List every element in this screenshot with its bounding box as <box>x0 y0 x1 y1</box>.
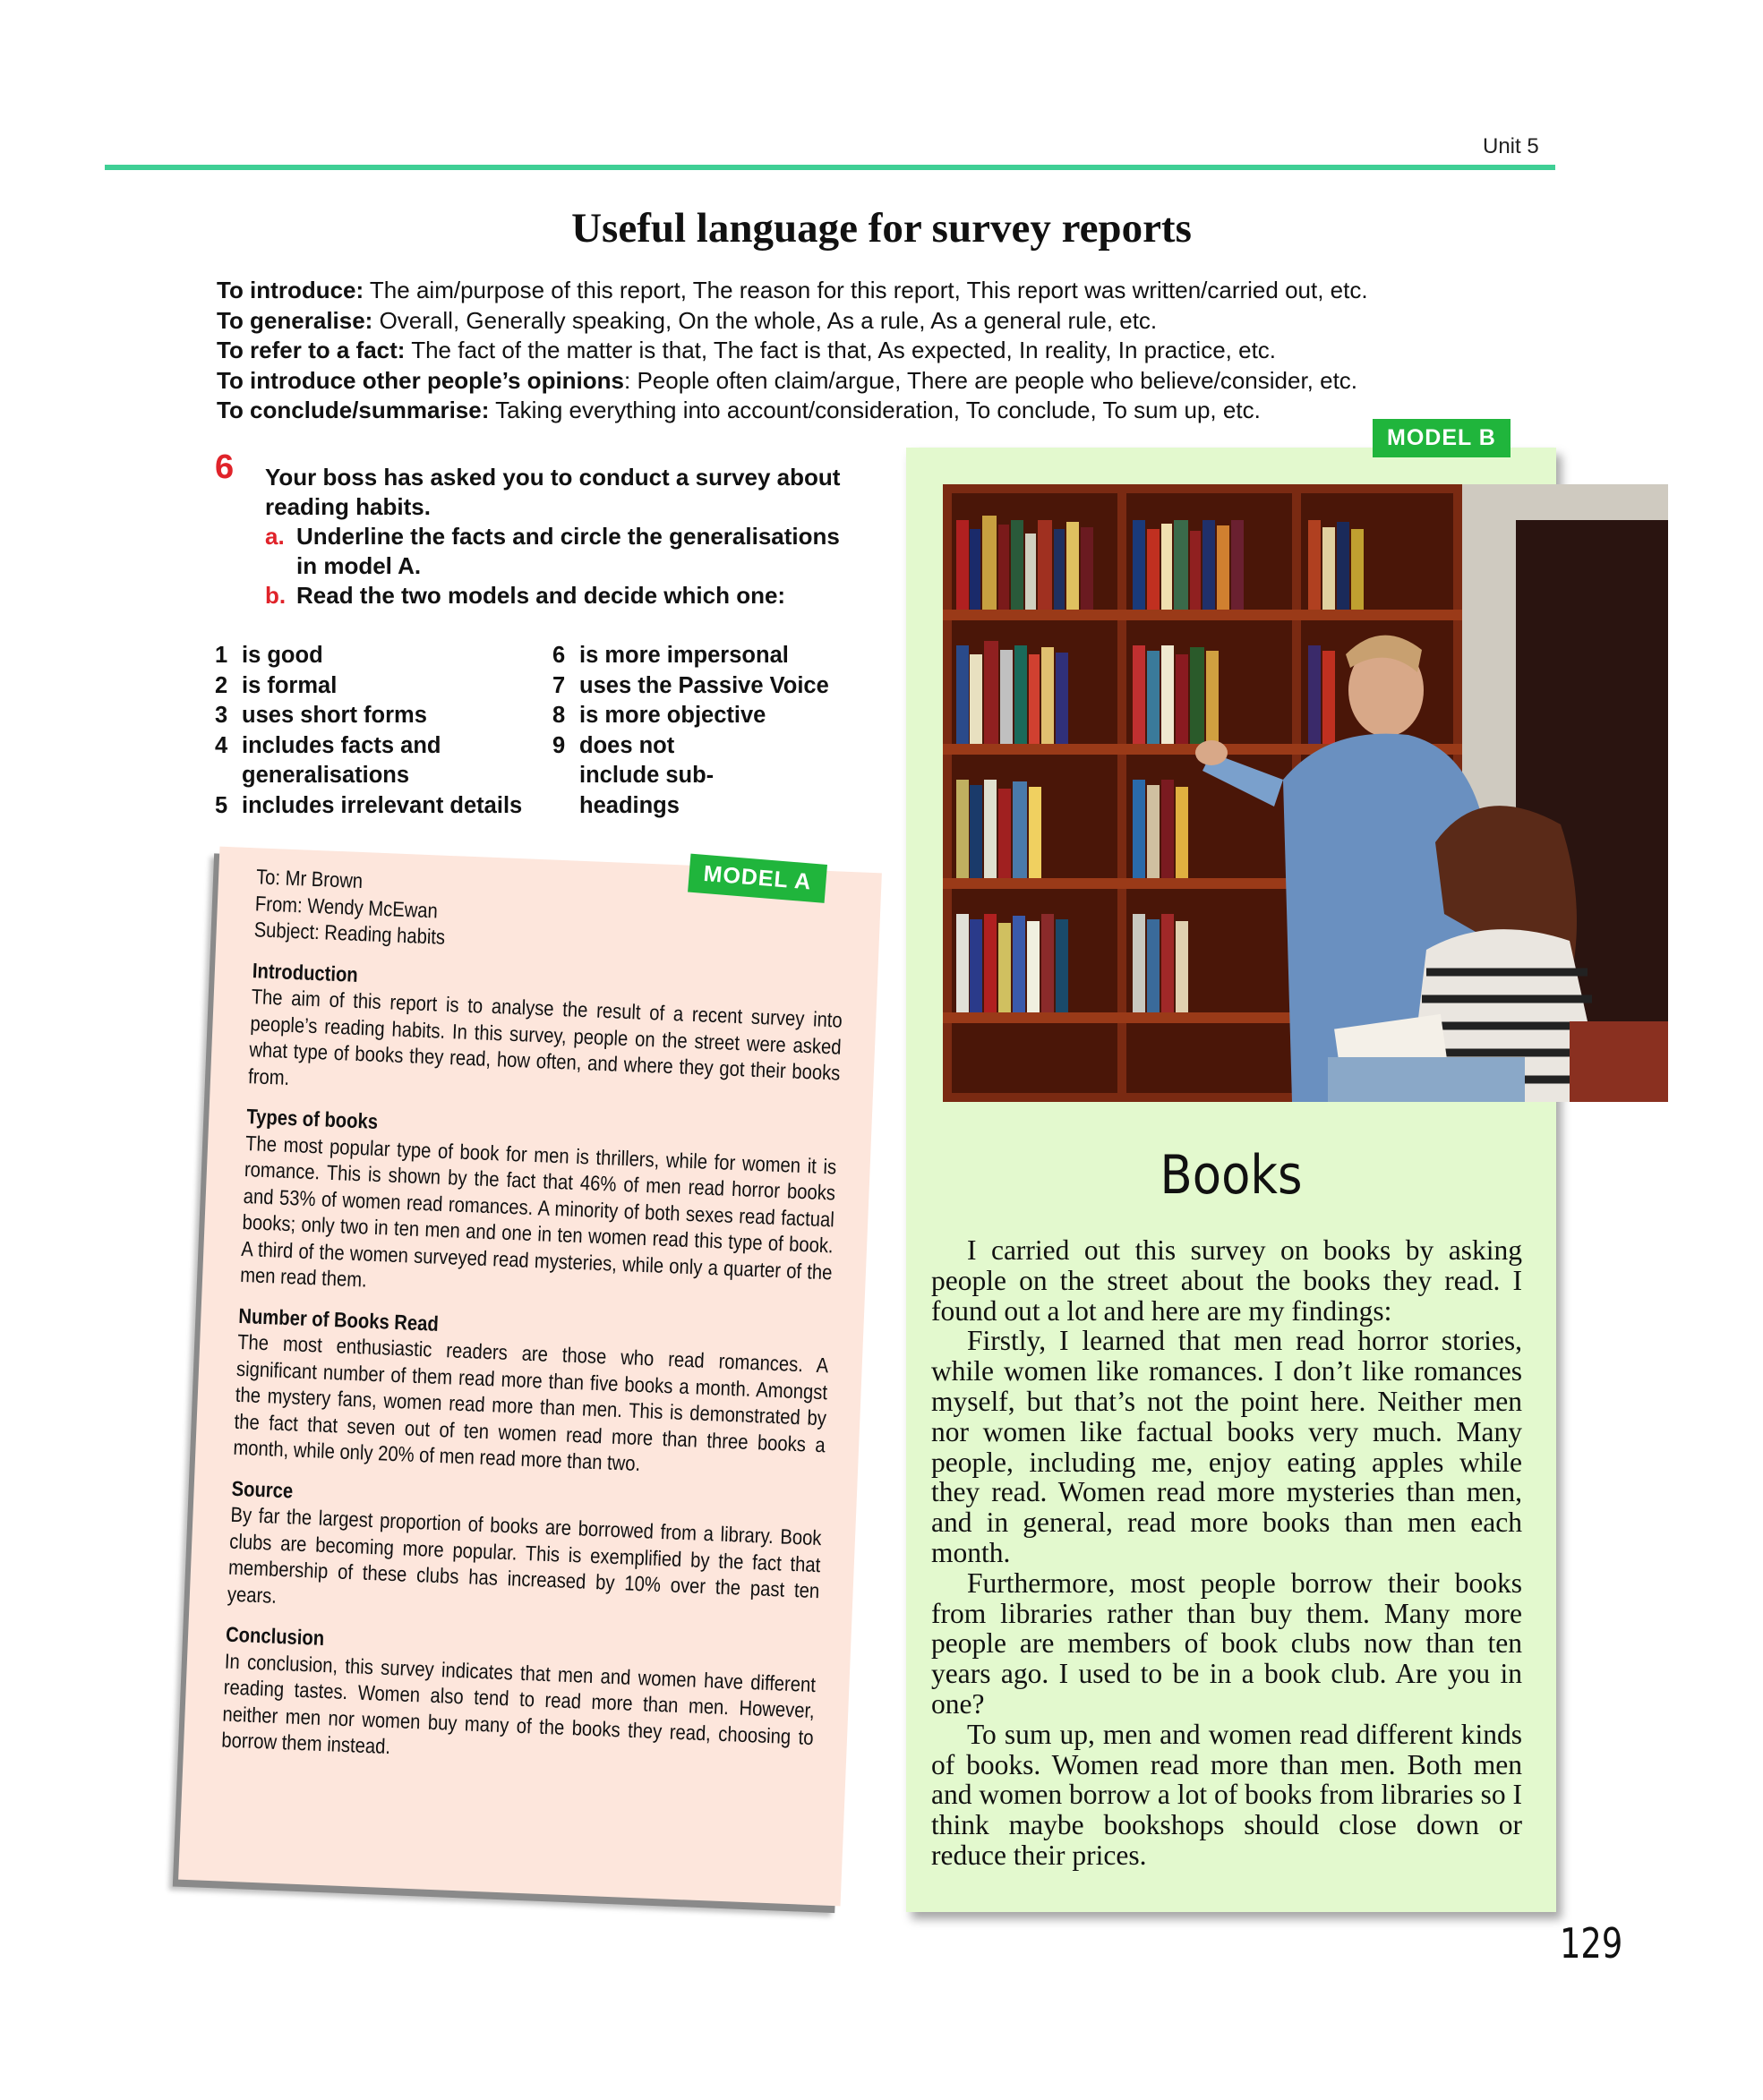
criteria-number: 5 <box>215 792 228 818</box>
criteria-number: 1 <box>215 643 228 668</box>
criteria-text: includes facts and generalisations <box>242 732 441 788</box>
memo-from: From: Wendy McEwan <box>254 891 439 922</box>
criteria-number: 3 <box>215 703 228 728</box>
criteria-text: uses short forms <box>242 703 427 728</box>
criteria-item <box>215 791 555 822</box>
instruction-a <box>265 522 892 581</box>
criteria-text: uses the Passive Voice <box>579 672 829 698</box>
page-title: Useful language for survey reports <box>571 205 1192 252</box>
memo-subject: Subject: Reading habits <box>253 918 446 949</box>
criteria-item <box>552 731 749 822</box>
model-a-text <box>221 864 848 1777</box>
model-a-badge: MODEL A <box>688 854 827 903</box>
item-label: To introduce: <box>217 277 364 303</box>
criteria-item <box>215 641 555 671</box>
model-b-title: Books <box>1160 1144 1303 1207</box>
instruction-b-text: Read the two models and decide which one: <box>296 582 786 609</box>
useful-language-item <box>217 306 1524 337</box>
section-heading: Source <box>231 1476 294 1502</box>
useful-language-list <box>217 276 1524 426</box>
section-body: The most enthusiastic readers are those who read romances. A significant number of them read more than five books a month. Amongst the mystery fans, women read more than men. This is demonstrated by the fact that seven out of ten women read more than three books a month, while only 20% of men read more than two. <box>233 1329 829 1476</box>
criteria-text: is formal <box>242 672 338 698</box>
criteria-item <box>552 641 893 671</box>
criteria-number: 2 <box>215 672 228 698</box>
model-b-paragraph: Firstly, I learned that men read horror stories, while women like romances. I don’t like romances myself, but that’s not the point here. Neither men nor women like factual books very much. Many people, including me, enjoy eating apples while they read. Women read more mysteries than men, and in general, read more books than men each month. <box>931 1325 1522 1568</box>
model-a-card <box>178 847 882 1907</box>
criteria-text: does not include sub-headings <box>579 732 715 818</box>
item-text: Taking everything into account/consideration, To conclude, To sum up, etc. <box>489 397 1261 423</box>
useful-language-item <box>217 336 1524 366</box>
item-text: : People often claim/argue, There are people who believe/consider, etc. <box>624 366 1358 394</box>
useful-language-item <box>217 276 1524 306</box>
criteria-text: includes irrelevant details <box>242 792 523 818</box>
section-body: The most popular type of book for men is thrillers, while for women it is romance. This is shown by the fact that 46% of men read horror books and 53% of women read romances. A minority of both sexes read factual books; only two in ten men and one in ten women read this type of book. A third of the women surveyed read mysteries, while only a quarter of the men read them. <box>239 1131 837 1292</box>
criteria-number: 6 <box>552 643 566 668</box>
memo-to: To: Mr Brown <box>255 865 364 893</box>
exercise-instructions <box>265 463 892 610</box>
instruction-a-text: Underline the facts and circle the generalisations <box>296 523 840 550</box>
section-heading: Introduction <box>252 958 359 986</box>
criteria-item <box>215 671 555 702</box>
model-b-paragraph: To sum up, men and women read different kinds of books. Women read more than men. Both men and women borrow a lot of books from libraries so I think maybe bookshops should close down or reduce their prices. <box>931 1718 1522 1871</box>
useful-language-item <box>217 396 1524 426</box>
letter-a: a. <box>265 523 285 550</box>
instruction-a-text-cont: in model A. <box>296 552 422 579</box>
section-heading: Conclusion <box>225 1622 325 1650</box>
model-b-paragraph: I carried out this survey on books by asking people on the street about the books they read. I found out a lot and here are my findings: <box>931 1234 1522 1327</box>
instruction-b <box>265 581 892 610</box>
criteria-item <box>215 731 457 791</box>
section-body: By far the largest proportion of books are borrowed from a library. Book clubs are becoming more popular. This is exemplified by the fact that membership of these clubs has increased by 10% over the past ten years. <box>227 1502 823 1608</box>
criteria-item <box>552 701 893 731</box>
section-body: In conclusion, this survey indicates that men and women have different reading tastes. Women also tend to read more than men. However, neither men nor women buy many of the books they read, choosing to borrow them instead. <box>220 1649 817 1759</box>
criteria-column-right <box>552 641 893 821</box>
criteria-text: is more objective <box>579 703 766 728</box>
useful-language-item <box>217 366 1524 397</box>
criteria-text: is good <box>242 643 323 668</box>
item-text: The fact of the matter is that, The fact is that, As expected, In reality, In practice, etc. <box>405 337 1277 363</box>
letter-b: b. <box>265 582 287 609</box>
model-b-text <box>931 1235 1522 1871</box>
section-body: The aim of this report is to analyse the result of a recent survey into people’s reading habits. In this survey, people on the street were asked what type of books they read, how often, and where they got their books from. <box>247 985 843 1089</box>
item-label: To conclude/summarise: <box>217 397 490 423</box>
header-rule <box>105 165 1555 170</box>
item-text: Overall, Generally speaking, On the whole, As a rule, As a general rule, etc. <box>372 306 1158 334</box>
criteria-column-left <box>215 641 555 821</box>
criteria-number: 8 <box>552 703 566 728</box>
model-b-badge: MODEL B <box>1373 419 1511 457</box>
section-heading: Types of books <box>245 1105 379 1133</box>
library-photo-illustration <box>943 484 1668 1102</box>
section-heading: Number of Books Read <box>237 1303 440 1336</box>
item-label: To refer to a fact: <box>217 337 406 363</box>
unit-label: Unit 5 <box>1483 134 1539 158</box>
library-photo <box>943 484 1668 1102</box>
criteria-item <box>215 701 555 731</box>
criteria-item <box>552 671 893 702</box>
criteria-number: 9 <box>552 732 566 758</box>
item-label: To generalise: <box>217 306 373 334</box>
criteria-number: 7 <box>552 672 566 698</box>
exercise-number: 6 <box>215 448 235 486</box>
item-text: The aim/purpose of this report, The reason for this report, This report was written/carried out, etc. <box>364 277 1368 303</box>
model-b-paragraph: Furthermore, most people borrow their books from libraries rather than buy them. Many more people are members of book clubs now than ten years ago. I used to be in a book club. Are you in one? <box>931 1566 1522 1720</box>
criteria-number: 4 <box>215 732 228 758</box>
item-label: To introduce other people’s opinions <box>217 366 624 394</box>
page-number: 129 <box>1560 1919 1623 1968</box>
criteria-text: is more impersonal <box>579 643 789 668</box>
exercise-intro: Your boss has asked you to conduct a survey about reading habits. <box>265 464 841 520</box>
